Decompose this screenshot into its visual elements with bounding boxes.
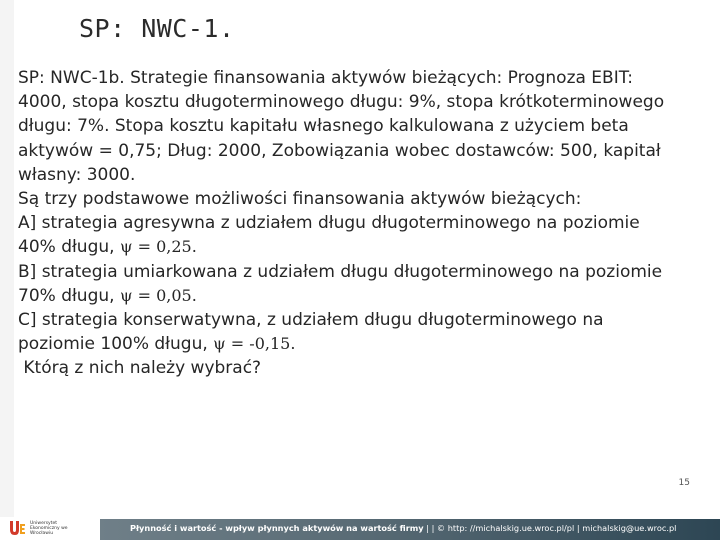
- body-line: 70% długu, ψ = 0,05.: [18, 285, 197, 306]
- footer-title: Płynność i wartość - wpływ płynnych aktywów na wartość firmy: [130, 523, 424, 533]
- slide-title: SP: NWC-1.: [79, 14, 235, 43]
- university-logo: [8, 518, 68, 538]
- page-number: 15: [678, 478, 690, 488]
- body-line: własny: 3000.: [18, 164, 136, 185]
- slide-body: [18, 66, 708, 381]
- psi-formula: ψ = 0,05.: [119, 285, 197, 305]
- body-line: B] strategia umiarkowana z udziałem długu długoterminowego na poziomie: [18, 261, 663, 282]
- body-line: 40% długu, ψ = 0,25.: [18, 237, 197, 258]
- footer-text: [130, 523, 676, 533]
- body-line: długu: 7%. Stopa kosztu kapitału własnego kalkulowana z użyciem beta: [18, 116, 629, 137]
- logo-text: Uniwersytet Ekonomiczny we Wrocławiu: [30, 521, 68, 536]
- body-line: aktywów = 0,75; Dług: 2000, Zobowiązania wobec dostawców: 500, kapitał: [18, 140, 661, 161]
- footer-links: | | © http: //michalskig.ue.wroc.pl/pl | michalskig@ue.wroc.pl: [423, 523, 677, 533]
- body-line: poziomie 100% długu, ψ = -0,15.: [18, 334, 296, 355]
- left-rule: [0, 0, 14, 540]
- body-line: C] strategia konserwatywna, z udziałem długu długoterminowego na: [18, 310, 604, 331]
- body-line: Są trzy podstawowe możliwości finansowania aktywów bieżących:: [18, 189, 582, 210]
- body-line: 4000, stopa kosztu długoterminowego długu: 9%, stopa krótkoterminowego: [18, 92, 665, 113]
- psi-formula: ψ = 0,25.: [119, 237, 197, 257]
- university-logo-icon: [8, 519, 26, 537]
- body-line: Którą z nich należy wybrać?: [18, 358, 262, 379]
- body-line: SP: NWC-1b. Strategie finansowania aktywów bieżących: Prognoza EBIT:: [18, 68, 633, 88]
- psi-formula: ψ = -0,15.: [213, 334, 296, 354]
- body-line: A] strategia agresywna z udziałem długu długoterminowego na poziomie: [18, 213, 640, 234]
